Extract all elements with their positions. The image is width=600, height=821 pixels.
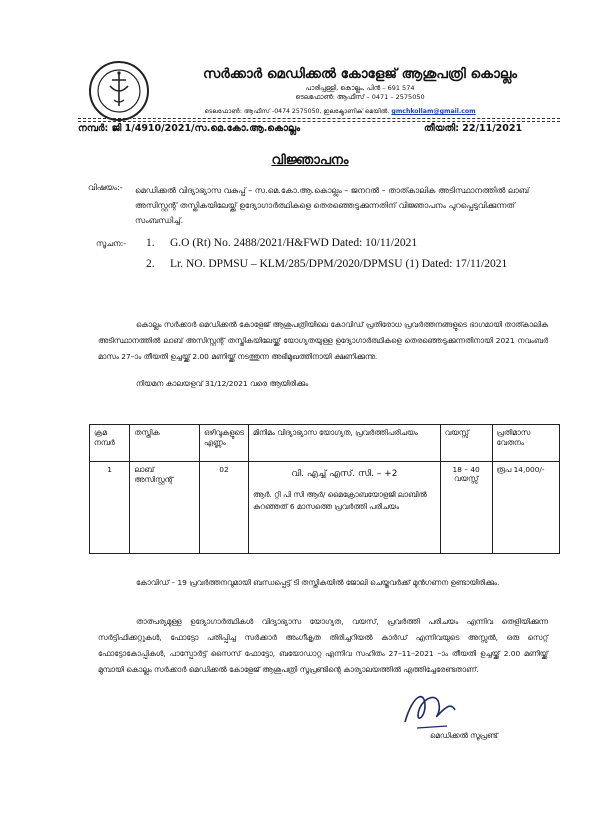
cell-age: 18 – 40 വയസ്സ് [440,462,492,554]
header-serial: ക്രമ നമ്പർ [90,425,130,462]
cell-qualification [249,462,441,554]
table-row [90,462,560,554]
intro-paragraph: കൊല്ലം സർക്കാർ മെഡിക്കൽ കോളേജ് ആശുപത്രിയിലെ കോവിഡ് പ്രതിരോധ പ്രവർത്തനങ്ങളുടെ ഭാഗമായി താത്കാലിക അടിസ്ഥാനത്തിൽ ലാബ് അസിസ്റ്റന്റ് തസ്തികയിലേയ്ക്ക് യോഗ്യതയുള്ള ഉദ്യോഗാർത്ഥികളെ തെരഞ്ഞെടുക്കുന്നതിനായി 2021 നവംബർ മാസം 27–ാം തീയതി ഉച്ചയ്ക്ക് 2.00 മണിയ്ക്ക് നടത്തുന്ന അഭിമുഖത്തിനായി ക്ഷണിക്കുന്നു. [98,320,548,361]
header-age: വയസ്സ് [440,425,492,462]
header-qualification: മിനിമം വിദ്യാഭ്യാസ യോഗ്യത, പ്രവർത്തിപരിചയം [249,425,441,462]
reference-item-number: 2. [146,258,155,270]
cell-serial: 1 [90,462,130,554]
header-salary: പ്രതിമാസ വേതനം [492,425,559,462]
subject-text: മെഡിക്കൽ വിദ്യാഭ്യാസ വകുപ്പ് – സ.മെ.കോ.ആ.കൊല്ലം – ജനറൽ – താത്കാലിക അടിസ്ഥാനത്തിൽ ലാബ് അസിസ്റ്റന്റ് തസ്തികയിലേയ്ക്ക് ഉദ്യോഗാർത്ഥികളെ തെരഞ്ഞെടുക്കുന്നതിന് വിജ്ഞാപനം പുറപ്പെടുവിക്കുന്നത് സംബന്ധിച്ച്. [135,186,530,225]
table-header-row [90,425,560,462]
notice-heading: വിജ്ഞാപനം [271,153,349,168]
vacancy-table [89,424,560,554]
contact-line [115,108,565,116]
qualification-experience: ആർ. റ്റി പി സി ആർ/ മൈക്രോബയോളജി ലാബിൽ കുറഞ്ഞത് 6 മാസത്തെ പ്രവർത്തി പരിചയം [253,490,427,511]
priority-note: കോവിഡ് – 19 പ്രവർത്തനവുമായി ബന്ധപ്പെട്ട് ടി തസ്തികയിൽ ജോലി ചെയ്തവർക്ക് മുൻഗണന ഉണ്ടായിരിക്കും. [136,578,500,587]
contact-text: ടെലഫോൺ: ആഫീസ് -0474 2575050, ഇലക്ട്രോണിക് മെയിൽ. [204,108,390,115]
cell-salary: രൂപ 14,000/- [492,462,559,554]
signatory-designation: മെഡിക്കൽ സൂപ്രണ്ട് [430,731,498,740]
reference-date: തീയതി: 22/11/2021 [424,123,523,134]
appointment-period: നിയമന കാലയളവ് 31/12/2021 വരെ ആയിരിക്കും [136,379,309,388]
cell-vacancies: 02 [199,462,248,554]
signature-image [395,684,465,732]
references-label: സൂചന:- [96,239,127,248]
reference-item-number: 1. [146,237,155,249]
header-divider-bottom [78,121,560,122]
header-divider-top [78,118,560,119]
reference-item-text: G.O (Rt) No. 2488/2021/H&FWD Dated: 10/11/2021 [170,237,418,249]
hospital-name: സർക്കാർ മെഡിക്കൽ കോളേജ് ആശുപത്രി കൊല്ലം [202,66,518,82]
header-vacancies: ഒഴിവുകളുടെ എണ്ണം [199,425,248,462]
qualification-main: വി. എച്ച് എസ്. സി. – +2 [291,469,398,479]
instructions-paragraph: താത്പര്യമുള്ള ഉദ്യോഗാർത്ഥികൾ വിദ്യാഭ്യാസ യോഗ്യത, വയസ്, പ്രവർത്തി പരിചയം എന്നിവ തെളിയിക്കുന്ന സർട്ടിഫിക്കറ്റുകൾ, ഫോട്ടോ പതിപ്പിച്ച സർക്കാർ അംഗീകൃത തിരിച്ചറിയൽ കാർഡ് എന്നിവയുടെ അസ്സൽ, ഒരു സെറ്റ് ഫോട്ടോകോപ്പികൾ, പാസ്പോർട്ട് സൈസ് ഫോട്ടോ, ബയോഡാറ്റ എന്നിവ സഹിതം 27–11–2021 –ാം തീയതി ഉച്ചയ്ക്ക് 2.00 മണിയ്ക്ക് മുമ്പായി കൊല്ലം സർക്കാർ മെഡിക്കൽ കോളേജ് ആശുപത്രി സൂപ്രണ്ടിന്റെ കാര്യാലയത്തിൽ എത്തിച്ചേരേണ്ടതാണ്. [98,617,548,674]
email-link[interactable]: gmchkollam@gmail.com [391,108,476,115]
office-phone: ടെലഫോൺ: ആഫീസ് – 0471 – 2575050 [295,93,425,101]
reference-item-text: Lr. NO. DPMSU – KLM/285/DPM/2020/DPMSU (1) Dated: 17/11/2021 [170,258,508,270]
header-post: തസ്തിക [130,425,200,462]
subject-label: വിഷയം:- [88,183,123,192]
reference-number: നമ്പർ: ജി 1/4910/2021/സ.മെ.കോ.ആ.കൊല്ലം [78,123,301,134]
hospital-address: പാരിപ്പള്ളി, കൊല്ലം, പിൻ – 691 574 [305,84,415,92]
cell-post: ലാബ് അസിസ്റ്റന്റ് [130,462,200,554]
